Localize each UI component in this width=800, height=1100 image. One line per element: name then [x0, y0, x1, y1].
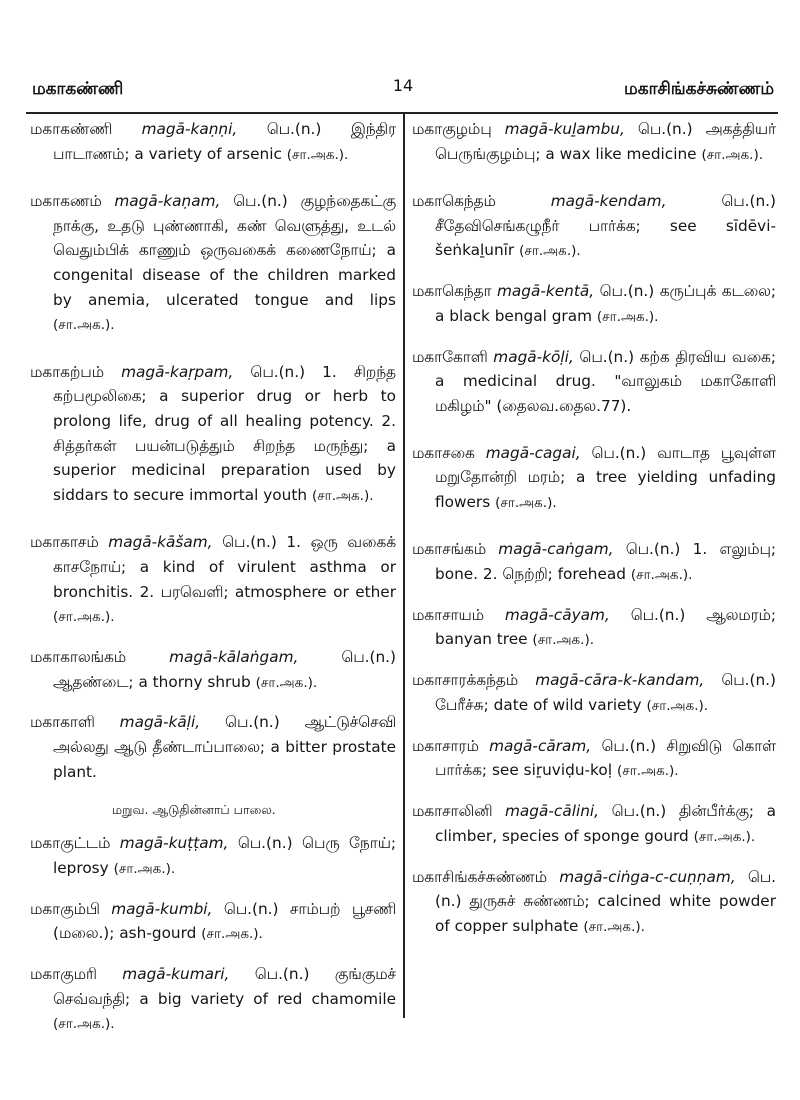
entry-definition: பெ.(n.) 1. சிறந்த கற்பமூலிகை; a superior drug or herb to prolong life, drug of all healing potency. 2. சித்தர்கள் பயன்படுத்தும் சிறந்த மருந்து; a superior medicinal preparation used by siddars to secure immortal youth: [53, 362, 396, 504]
entry-transliteration: magā-kaṛpam,: [121, 362, 234, 381]
entry-source: (சா.அக.).: [53, 317, 115, 334]
entry-transliteration: magā-kālaṅgam,: [169, 647, 299, 666]
entry-transliteration: magā-kumari,: [122, 965, 230, 984]
dictionary-entry: [30, 645, 396, 695]
entry-transliteration: magā-kāḷi,: [119, 713, 201, 732]
column-divider: [403, 113, 405, 1018]
entry-headword: மகாகெந்தா: [412, 282, 492, 301]
entry-definition: பெ.(n.) இந்திர பாடாணம்; a variety of arsenic: [53, 120, 396, 163]
entry-transliteration: magā-kāšam,: [108, 533, 213, 552]
entry-headword: மகாகுமரி: [30, 965, 97, 984]
entry-headword: மகாகோளி: [412, 347, 488, 366]
entry-headword: மகாகும்பி: [30, 899, 100, 918]
dictionary-entry: [30, 897, 396, 947]
entry-headword: மகாகுழம்பு: [412, 120, 492, 138]
entry-definition: பெ.(n.) குழந்தைகட்கு நாக்கு, உதடு புண்ணாகி, கண் வெளுத்து, உடல் வெதும்பிக் காணும் ஒருவகைக் கணைநோய்; a congenital disease of the children marked by anemia, ulcerated tongue and lips: [53, 192, 396, 309]
entry-transliteration: magā-ciṅga-c-cuṇṇam,: [559, 867, 736, 886]
entry-source: (சா.அக.).: [286, 146, 349, 163]
entry-definition: பெ.(n.) 1. எலும்பு; bone. 2. நெற்றி; forehead: [435, 540, 776, 583]
entry-headword: மகாசாயம்: [412, 605, 484, 624]
entry-headword: மகாசாலினி: [412, 802, 493, 821]
entry-transliteration: magā-cāra-k-kandam,: [535, 671, 705, 690]
entry-source: (சா.அக.).: [255, 674, 318, 691]
synonym-note: மறுவ. ஆடுதின்னாப் பாலை.: [112, 802, 276, 818]
entry-definition: பெ.(n.) தின்பீர்க்கு; a climber, species of sponge gourd: [435, 802, 776, 845]
dictionary-entry: [412, 734, 776, 784]
entry-headword: மகாகாலங்கம்: [30, 647, 127, 666]
dictionary-entry: [412, 603, 776, 653]
left-column: [30, 112, 396, 1052]
entry-source: (சா.அக.).: [630, 566, 693, 583]
entry-source: (சா.அக.).: [532, 632, 594, 649]
entry-transliteration: magā-kendam,: [550, 192, 667, 211]
dictionary-entry: [412, 537, 776, 587]
entry-headword: மகாகாளி: [30, 713, 95, 732]
page-number: 14: [392, 76, 414, 95]
page-header: [28, 70, 778, 110]
entry-definition: பெ.(n.) 1. ஒரு வகைக் காசநோய்; a kind of virulent asthma or bronchitis. 2. பரவெளி; atmosphere or ether: [53, 533, 396, 601]
entry-definition: பெ.(n.) சிறுவிடு கொள் பார்க்க; see siṟuviḍu-koḷ: [435, 736, 776, 780]
entry-definition: பெ.(n.) ஆலமரம்; banyan tree: [435, 605, 776, 649]
dictionary-entry: [30, 117, 396, 167]
entry-source: (சா.அக.).: [616, 763, 679, 780]
entry-headword: மகாசங்கம்: [412, 540, 487, 559]
entry-transliteration: magā-kaṇam,: [114, 192, 221, 211]
entry-transliteration: magā-cāyam,: [504, 605, 610, 624]
entry-headword: மகாகாசம்: [30, 533, 99, 552]
dictionary-entry: [30, 831, 396, 881]
entry-headword: மகாசிங்கச்சுண்ணம்: [412, 867, 547, 886]
entry-definition: பெ.(n.) அகத்தியர் பெருங்குழம்பு; a wax like medicine: [435, 120, 776, 163]
entry-headword: மகாகண்ணி: [30, 120, 113, 138]
entry-source: (சா.அக.).: [53, 1016, 115, 1033]
entry-definition: பெ.(n.) பேரீச்சு; date of wild variety: [435, 671, 776, 714]
entry-transliteration: magā-cālini,: [505, 802, 600, 821]
entry-definition: பெ.(n.) வாடாத பூவுள்ள மறுதோன்றி மரம்; a tree yielding unfading flowers: [435, 443, 776, 511]
entry-definition: பெ.(n.) ஆதண்டை; a thorny shrub: [53, 647, 396, 691]
entry-definition: பெ.(n.) கருப்புக் கடலை; a black bengal gram: [435, 282, 776, 325]
dictionary-entry: [412, 345, 776, 419]
entry-definition: பெ.(n.) பெரு நோய்; leprosy: [53, 834, 396, 877]
entry-headword: மகாகற்பம்: [30, 362, 104, 381]
entry-source: (சா.அக.).: [583, 918, 645, 935]
entry-source: (சா.அக.).: [201, 926, 263, 943]
entry-headword: மகாசாரக்கந்தம்: [412, 671, 519, 690]
entry-headword: மகாகெந்தம்: [412, 192, 496, 211]
entry-transliteration: magā-kentā,: [497, 282, 595, 301]
entry-source: (சா.அக.).: [596, 308, 659, 325]
entry-transliteration: magā-kumbi,: [111, 899, 213, 918]
dictionary-entry: [412, 189, 776, 264]
entry-definition: பெ.(n.) கற்க திரவிய வகை; a medicinal drug. "வாலுகம் மகாகோளி மகிழம்" (தைலவ.தைல.77).: [435, 347, 776, 415]
dictionary-entry: [30, 530, 396, 629]
entry-source: (சா.அக.).: [701, 146, 764, 163]
entry-source: (சா.அக.).: [646, 697, 709, 714]
entry-headword: மகாசகை: [412, 443, 475, 462]
entry-headword: மகாசாரம்: [412, 736, 479, 755]
entry-source: (சா.அக.).: [311, 487, 374, 504]
entry-definition: பெ.(n.) குங்குமச் செவ்வந்தி; a big variety of red chamomile: [53, 965, 396, 1008]
entry-transliteration: magā-kuṭṭam,: [119, 834, 229, 853]
header-first-word: மகாகண்ணி: [32, 79, 124, 99]
entry-definition: பெ.(n.) ஆட்டுச்செவி அல்லது ஆடு தீண்டாப்பாலை; a bitter prostate plant.: [53, 713, 396, 781]
entry-headword: மகாகுட்டம்: [30, 834, 111, 853]
dictionary-entry: [412, 441, 776, 516]
header-last-word: மகாசிங்கச்சுண்ணம்: [624, 79, 774, 99]
entry-transliteration: magā-kaṇṇi,: [141, 120, 238, 138]
dictionary-entry: [412, 799, 776, 849]
dictionary-entry: [30, 962, 396, 1037]
entry-transliteration: magā-kuḻambu,: [504, 120, 625, 138]
entry-transliteration: magā-cagai,: [485, 443, 581, 462]
right-column: [412, 112, 776, 955]
dictionary-entry: [412, 117, 776, 167]
dictionary-entry: [412, 668, 776, 718]
dictionary-entry: [30, 360, 396, 509]
entry-source: (சா.அக.).: [53, 609, 115, 626]
entry-source: (சா.அக.).: [113, 860, 176, 877]
entry-transliteration: magā-kōḷi,: [493, 347, 574, 366]
entry-transliteration: magā-caṅgam,: [498, 540, 614, 559]
entry-headword: மகாகணம்: [30, 192, 102, 211]
dictionary-entry: [30, 189, 396, 338]
entry-source: (சா.அக.).: [495, 494, 557, 511]
entry-source: (சா.அக.).: [519, 243, 581, 260]
dictionary-entry: [30, 710, 396, 784]
entry-definition: பெ.(n.) சாம்பற் பூசணி (மலை.); ash-gourd: [53, 899, 396, 943]
dictionary-entry: [412, 865, 776, 940]
entry-definition: பெ.(n.) துருசுச் சுண்ணம்; calcined white powder of copper sulphate: [435, 867, 776, 935]
entry-transliteration: magā-cāram,: [489, 736, 592, 755]
entry-definition: பெ.(n.) சீதேவிசெங்கழுநீர் பார்க்க; see sīdēvi-šeṅkaḻunīr: [435, 192, 776, 260]
entry-source: (சா.அக.).: [693, 828, 756, 845]
dictionary-entry: [412, 279, 776, 329]
